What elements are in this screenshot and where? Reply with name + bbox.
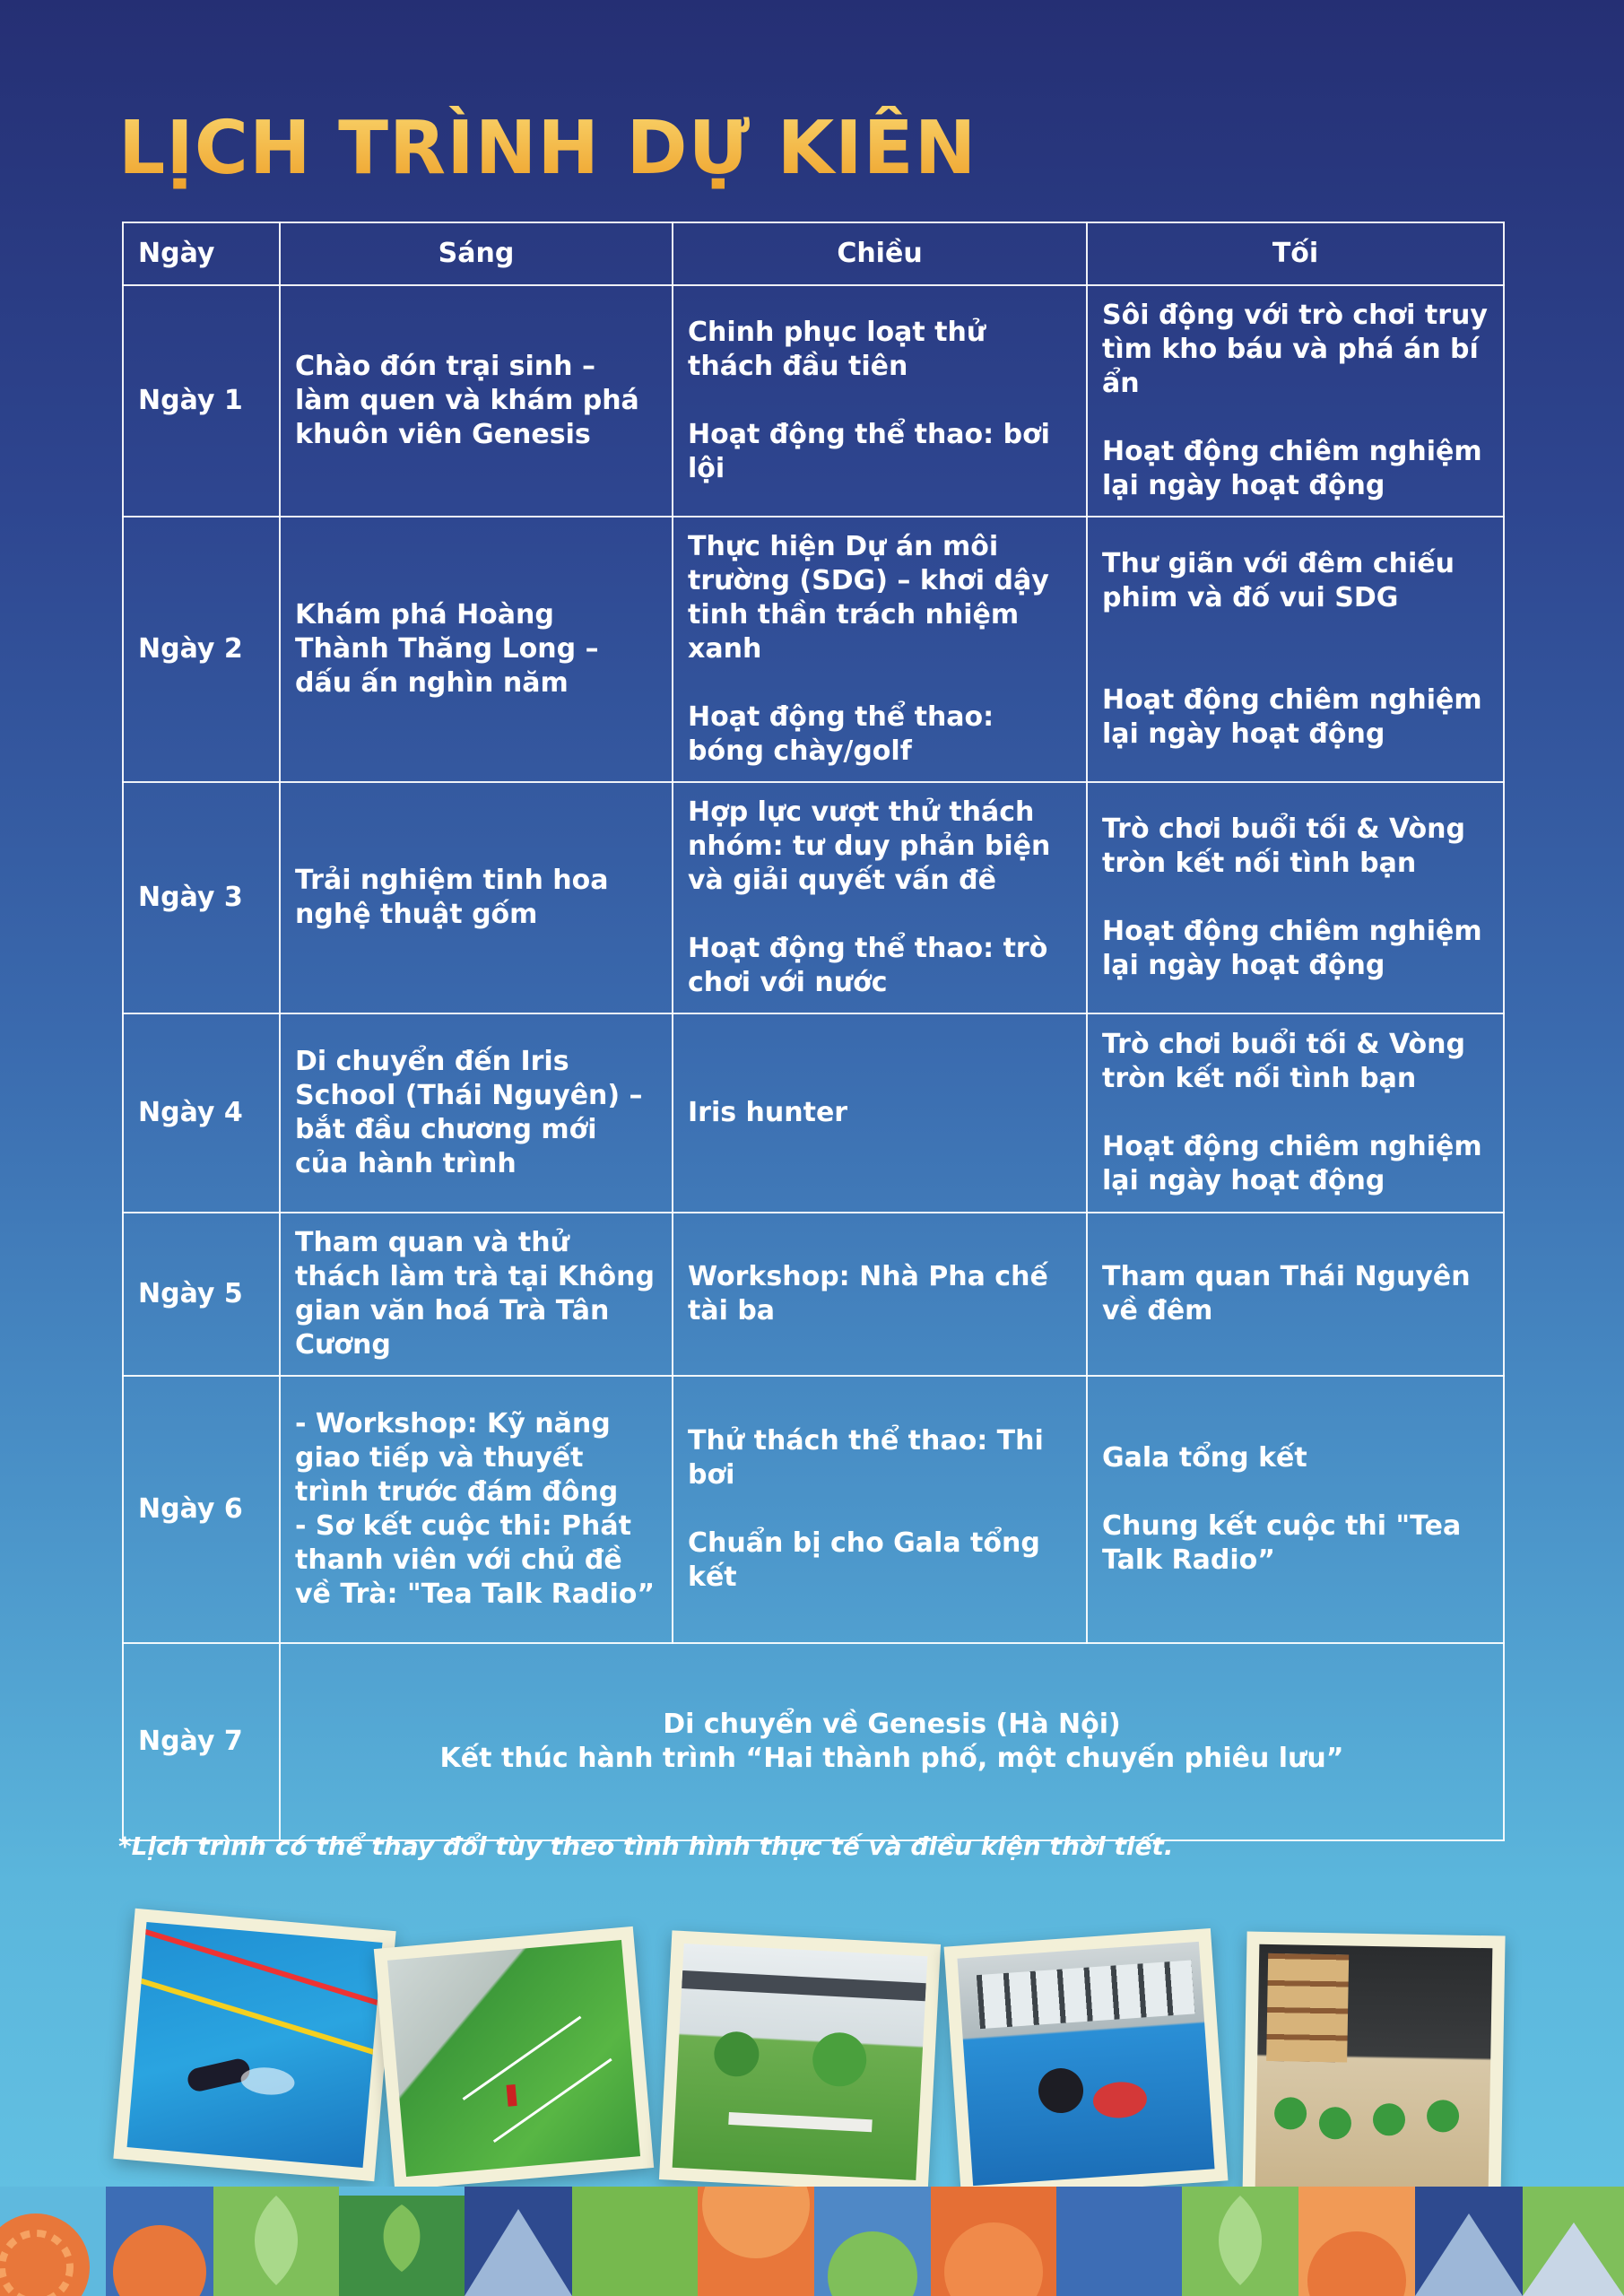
day-cell: Ngày 7 bbox=[123, 1643, 280, 1840]
header-day: Ngày bbox=[123, 222, 280, 285]
afternoon-cell bbox=[673, 517, 1087, 782]
afternoon-text: Chinh phục loạt thử thách đầu tiên bbox=[688, 317, 986, 382]
evening-text: Tham quan Thái Nguyên về đêm bbox=[1102, 1261, 1471, 1326]
table-row bbox=[123, 517, 1504, 782]
afternoon-text: Hoạt động thể thao: trò chơi với nước bbox=[688, 933, 1048, 998]
evening-cell bbox=[1087, 1376, 1504, 1643]
afternoon-text: Thử thách thể thao: Thi bơi bbox=[688, 1425, 1044, 1491]
afternoon-cell bbox=[673, 782, 1087, 1013]
afternoon-cell bbox=[673, 1213, 1087, 1376]
schedule-table bbox=[122, 222, 1505, 1841]
afternoon-cell bbox=[673, 285, 1087, 517]
morning-text: - Workshop: Kỹ năng giao tiếp và thuyết trình trước đám đông bbox=[295, 1408, 619, 1508]
indoor-pool-photo bbox=[944, 1928, 1229, 2199]
evening-text: Hoạt động chiêm nghiệm lại ngày hoạt động bbox=[1102, 684, 1482, 750]
afternoon-cell bbox=[673, 1376, 1087, 1643]
evening-text: Gala tổng kết bbox=[1102, 1442, 1307, 1474]
table-row bbox=[123, 1643, 1504, 1840]
evening-cell bbox=[1087, 517, 1504, 782]
afternoon-text: Iris hunter bbox=[688, 1097, 848, 1128]
table-row bbox=[123, 1213, 1504, 1376]
morning-cell bbox=[280, 782, 673, 1013]
afternoon-cell bbox=[673, 1013, 1087, 1213]
schedule-note: *Lịch trình có thể thay đổi tùy theo tình hình thực tế và điều kiện thời tiết. bbox=[118, 1831, 1174, 1861]
evening-text: Hoạt động chiêm nghiệm lại ngày hoạt động bbox=[1102, 1131, 1482, 1196]
evening-text: Thư giãn với đêm chiếu phim và đố vui SDG bbox=[1102, 548, 1455, 613]
day-cell: Ngày 2 bbox=[123, 517, 280, 782]
table-row bbox=[123, 285, 1504, 517]
table-row bbox=[123, 1013, 1504, 1213]
page-title: LỊCH TRÌNH DỰ KIẾN bbox=[118, 106, 977, 191]
final-day-cell bbox=[280, 1643, 1504, 1840]
afternoon-text: Thực hiện Dự án môi trường (SDG) – khơi dậy tinh thần trách nhiệm xanh bbox=[688, 531, 1049, 665]
football-field-photo bbox=[374, 1926, 654, 2190]
table-row bbox=[123, 1376, 1504, 1643]
day-cell: Ngày 6 bbox=[123, 1376, 280, 1643]
morning-cell bbox=[280, 285, 673, 517]
evening-text: Trò chơi buổi tối & Vòng tròn kết nối tình bạn bbox=[1102, 1029, 1465, 1094]
campus-garden-photo bbox=[659, 1930, 941, 2193]
morning-cell bbox=[280, 1013, 673, 1213]
header-evening: Tối bbox=[1087, 222, 1504, 285]
day-cell: Ngày 4 bbox=[123, 1013, 280, 1213]
morning-text: Khám phá Hoàng Thành Thăng Long – dấu ấn nghìn năm bbox=[295, 599, 599, 699]
evening-cell bbox=[1087, 782, 1504, 1013]
classroom-photo bbox=[1242, 1932, 1505, 2205]
evening-text: Hoạt động chiêm nghiệm lại ngày hoạt động bbox=[1102, 916, 1482, 981]
morning-text: - Sơ kết cuộc thi: Phát thanh viên với chủ đề về Trà: "Tea Talk Radio” bbox=[295, 1510, 656, 1610]
evening-text: Chung kết cuộc thi "Tea Talk Radio” bbox=[1102, 1510, 1462, 1576]
table-header-row bbox=[123, 222, 1504, 285]
header-afternoon: Chiều bbox=[673, 222, 1087, 285]
morning-text: Chào đón trại sinh – làm quen và khám phá khuôn viên Genesis bbox=[295, 351, 639, 450]
evening-text: Trò chơi buổi tối & Vòng tròn kết nối tình bạn bbox=[1102, 813, 1465, 879]
header-morning: Sáng bbox=[280, 222, 673, 285]
evening-text: Sôi động với trò chơi truy tìm kho báu và phá án bí ẩn bbox=[1102, 300, 1488, 399]
afternoon-text: Hoạt động thể thao: bơi lội bbox=[688, 419, 1050, 484]
morning-cell bbox=[280, 1376, 673, 1643]
afternoon-text: Hoạt động thể thao: bóng chày/golf bbox=[688, 701, 994, 767]
morning-text: Di chuyển đến Iris School (Thái Nguyên) – bắt đầu chương mới của hành trình bbox=[295, 1046, 643, 1179]
afternoon-text: Hợp lực vượt thử thách nhóm: tư duy phản biện và giải quyết vấn đề bbox=[688, 796, 1051, 896]
evening-cell bbox=[1087, 1213, 1504, 1376]
day-cell: Ngày 1 bbox=[123, 285, 280, 517]
decorative-pattern bbox=[0, 2187, 1624, 2296]
day-cell: Ngày 5 bbox=[123, 1213, 280, 1376]
afternoon-text: Workshop: Nhà Pha chế tài ba bbox=[688, 1261, 1048, 1326]
table-row bbox=[123, 782, 1504, 1013]
day-cell: Ngày 3 bbox=[123, 782, 280, 1013]
evening-cell bbox=[1087, 1013, 1504, 1213]
morning-cell bbox=[280, 517, 673, 782]
afternoon-text: Chuẩn bị cho Gala tổng kết bbox=[688, 1527, 1040, 1593]
morning-text: Tham quan và thử thách làm trà tại Không gian văn hoá Trà Tân Cương bbox=[295, 1227, 655, 1361]
evening-text: Hoạt động chiêm nghiệm lại ngày hoạt động bbox=[1102, 436, 1482, 501]
swimming-photo bbox=[113, 1909, 395, 2181]
morning-text: Trải nghiệm tinh hoa nghệ thuật gốm bbox=[295, 865, 609, 930]
final-day-line: Di chuyển về Genesis (Hà Nội) bbox=[663, 1709, 1121, 1740]
evening-cell bbox=[1087, 285, 1504, 517]
morning-cell bbox=[280, 1213, 673, 1376]
final-day-line: Kết thúc hành trình “Hai thành phố, một chuyến phiêu lưu” bbox=[439, 1743, 1344, 1774]
